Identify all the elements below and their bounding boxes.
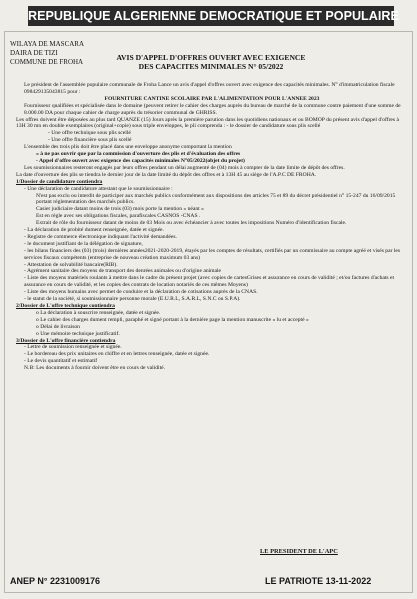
title-line-2: DES CAPACITES MINIMALES N° 05/2022 xyxy=(138,62,284,71)
notice-paragraph: o Le cahier des charges dument rempli, paraphé et signé portant à la dernière page la mention manuscrite « lu et accepté » xyxy=(36,316,309,323)
notice-paragraph: - Agrément sanitaire des moyens de transport des denrées animales ou d'origine animale xyxy=(24,268,222,275)
notice-paragraph: - le document justifiant de la délégation de signature, xyxy=(24,240,143,247)
notice-paragraph: Le président de l'assemblée populaire communale de Froha Lance un avis d'appel d'offres ouvert avec exigence des capacités minimales. N° d'immatriculation fiscale 098429135043815 pour : xyxy=(24,82,395,95)
notice-paragraph: - Une offre financière sous plis scellé xyxy=(48,137,132,144)
republic-banner: REPUBLIQUE ALGERIENNE DEMOCRATIQUE ET POPULAIRE xyxy=(28,6,394,26)
notice-paragraph: - Une déclaration de candidature attestant que le soumissionnaire : xyxy=(24,185,173,192)
notice-paragraph: - les bilans financiers des (03) (trois) dernières années2021-2020-2019, étayés par les comptes de résultats, certifiés par un commissaire au compte agréé et visés par les services fiscaux compétents (entreprise de nouveau création maximum 03 ans) xyxy=(24,247,401,261)
section-heading: 1/Dossier de candidature contiendra xyxy=(16,178,103,185)
section-heading: 2/Dossier de L'offre technique contiendra xyxy=(16,303,115,309)
notice-paragraph: Fournisseur qualifiées et spécialisée dans le domaine (peuvent retirer le cahier des charges auprès du bureau de marché de la commune contre paiement d'une somme de 8.000.00 DA pour chaque cahier de charge auprès du trésorier communal de GHRISS. xyxy=(24,102,401,116)
notice-paragraph: N.B: Les documents à fournir doivent être en cours de validité. xyxy=(24,365,166,372)
daira-line: DAIRA DE TIZI xyxy=(10,49,58,57)
section-heading: 3/Dossier de L'offre financière contiendra xyxy=(16,337,116,344)
notice-paragraph: - Lettre de soumission renseignée et signée. xyxy=(24,344,122,351)
notice-paragraph: « à ne pas ouvrir que par la commission d'ouverture des plis et d'évaluation des offres xyxy=(36,151,241,158)
notice-paragraph: o Une mémoire technique justificatif. xyxy=(36,330,120,337)
title-line-1: AVIS D'APPEL D'OFFRES OUVERT AVEC EXIGENCE xyxy=(116,53,306,62)
notice-paragraph: Les soumissionnaires resteront engagés par leurs offres pendant un délai augmenté de (04) mois à compter de la date limite de dépôt des offres. xyxy=(24,164,345,171)
notice-paragraph: o La déclaration à souscrire renseignée, datée et signée. xyxy=(36,309,161,316)
publication-credit: LE PATRIOTE 13-11-2022 xyxy=(265,576,372,586)
notice-paragraph: - Liste des moyens humains avec permet de conduire et la déclaration de cotisations auprès de la CNAS. xyxy=(24,289,258,296)
issuer-block xyxy=(10,40,84,67)
notice-paragraph: - Registre de commerce électronique indiquant l'activité demandées. xyxy=(24,233,177,240)
notice-paragraph: - le statut de la société, si soumissionnaire personne morale (E.U.R.L, S.A.R.L, S.N.C ou S.P.A). xyxy=(24,296,241,303)
notice-paragraph: La date d'ouverture des plis se tiendra le dernier jour de la date limité du dépôt des offres et à 13H 45 au siège de l'A.P.C DE FROHA. xyxy=(16,171,317,178)
notice-paragraph: N'est pas exclu ou interdit de participer aux marchés publics conformément aux dispositions des articles 75 et 89 du décret présidentiel n° 15-247 du 16/09/2015 portant réglementation des marchés publics. xyxy=(36,192,396,206)
wilaya-line: WILAYA DE MASCARA xyxy=(10,40,85,48)
commune-line: COMMUNE DE FROHA xyxy=(10,58,84,66)
notice-paragraph: Est en règle avec ses obligations fiscales, parafiscales CASNOS -CNAS . xyxy=(36,213,201,220)
notice-title xyxy=(96,53,326,71)
notice-paragraph: - Une offre technique sous plis scellé xyxy=(48,130,131,137)
notice-paragraph: L'ensemble des trois plis doit être placé dans une enveloppe anonyme comportant la mention xyxy=(24,144,232,151)
notice-paragraph: Extrait de rôle du fournisseur datant de moins de 03 Mois ou avec échéancier à avec toutes les impositions Numéro d'identification fiscale. xyxy=(36,220,347,227)
notice-paragraph: o Délai de livraison xyxy=(36,323,80,330)
notice-paragraph: - La déclaration de probité dument renseignée, datée et signée. xyxy=(24,227,164,234)
signature: LE PRESIDENT DE L'APC xyxy=(260,548,338,555)
notice-paragraph: Casier judiciaire datant moins de trois (03) mois porte la mention « néant » xyxy=(36,206,204,213)
notice-paragraph: FOURNITURE CANTINE SCOLAIRE PAR L'ALIMENTATION POUR L'ANNEE 2023 xyxy=(104,95,320,102)
notice-paragraph: - Attestation de solvabilité bancaire(RIB). xyxy=(24,261,118,268)
notice-body xyxy=(16,82,408,372)
notice-paragraph: Les offres doivent être déposées au plus tard QUANZE (15) Jours après la première parution dans les quotidiens nationaux et ou BOMOP du présent avis d'appel d'offres à 13H 30 mn en double exemplaires (original+copie) sous triple enveloppes, le pli comprenda : - le dossier de candidature sous plis scellé xyxy=(16,116,399,130)
anep-reference: ANEP N° 2231009176 xyxy=(10,576,100,586)
notice-paragraph: - Le devis quantitatif et estimatif xyxy=(24,358,98,365)
notice-paragraph: - Liste des moyens matériels roulants à mettre dans le cadre du présent projet (avec copies de cartesGrises et assurance en cours de validité ; et/ou factures d'achats et assurance en cours de validité, et les copies des contrats de location notariés de ces mêmes Moyens) xyxy=(24,275,395,289)
notice-paragraph: - Appel d'offre ouvert avec exigence des capacités minimales N°05/2022(objet du projet) xyxy=(36,157,245,164)
notice-paragraph: - Le bordereau des prix unitaires en chiffre et en lettres renseignée, datée et signée. xyxy=(24,351,210,358)
